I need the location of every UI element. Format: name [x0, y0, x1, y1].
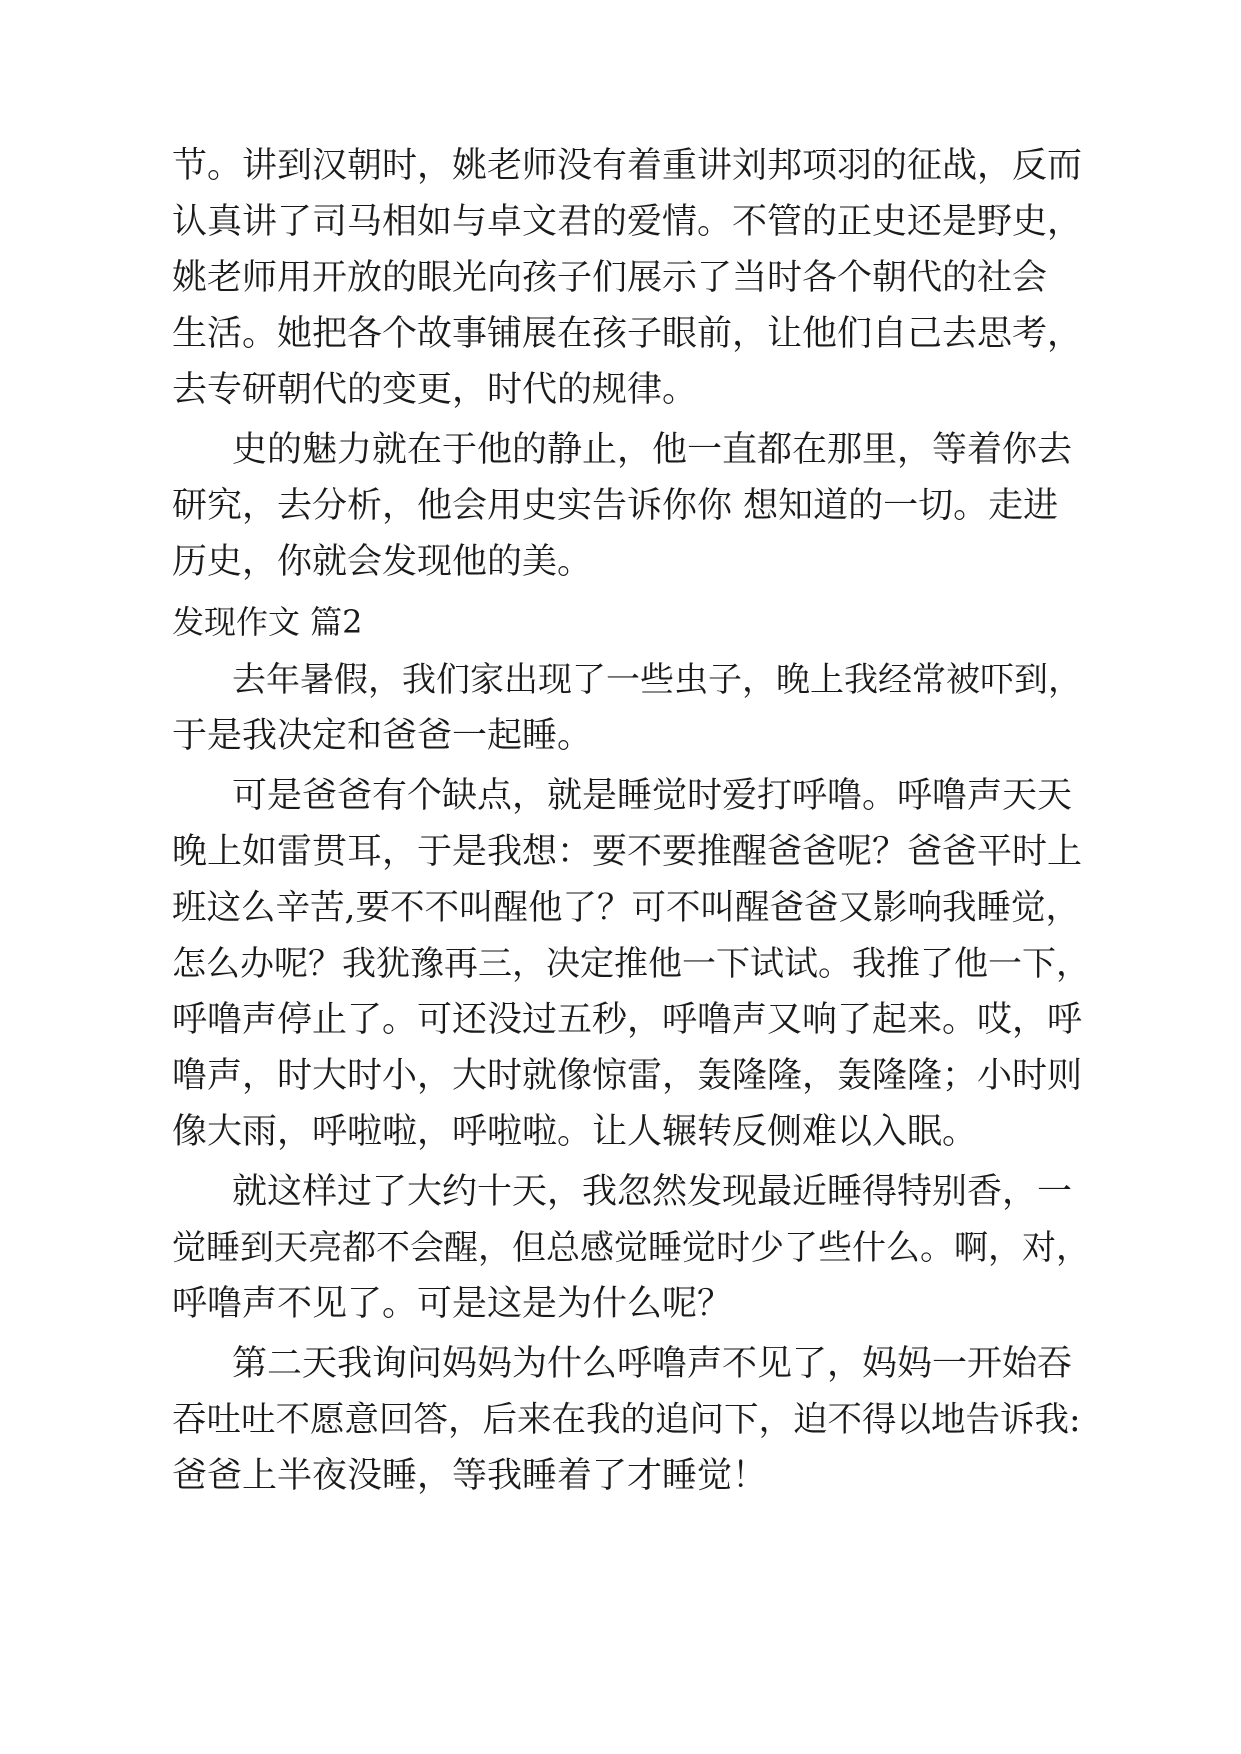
line-text: 呼噜声停止了。可还没过五秒，呼噜声又响了起来。哎，呼	[172, 1000, 1083, 1040]
text-line	[0, 1052, 1241, 1100]
text-line	[0, 1280, 1241, 1328]
line-text: 像大雨，呼啦啦，呼啦啦。让人辗转反侧难以入眠。	[172, 1112, 978, 1152]
text-line	[0, 1168, 1241, 1216]
text-line	[0, 254, 1241, 302]
line-text: 爸爸上半夜没睡，等我睡着了才睡觉！	[172, 1456, 768, 1496]
line-text: 去专研朝代的变更，时代的规律。	[172, 370, 698, 410]
text-line	[0, 1396, 1241, 1444]
text-line	[0, 884, 1241, 932]
line-text: 觉睡到天亮都不会醒，但总感觉睡觉时少了些什么。啊，对，	[172, 1228, 1090, 1268]
line-text: 怎么办呢？我犹豫再三，决定推他一下试试。我推了他一下，	[172, 944, 1090, 984]
line-text: 噜声，时大时小，大时就像惊雷，轰隆隆，轰隆隆；小时则	[172, 1056, 1083, 1096]
text-line	[0, 142, 1241, 190]
line-text: 生活。她把各个故事铺展在孩子眼前，让他们自己去思考，	[172, 314, 1083, 354]
text-line	[0, 772, 1241, 820]
text-line	[0, 1452, 1241, 1500]
line-text: 史的魅力就在于他的静止，他一直都在那里，等着你去	[232, 430, 1073, 470]
text-line	[0, 828, 1241, 876]
line-text: 班这么辛苦,要不不叫醒他了？可不叫醒爸爸又影响我睡觉，	[172, 888, 1080, 928]
text-line	[0, 198, 1241, 246]
text-line	[0, 940, 1241, 988]
line-text: 呼噜声不见了。可是这是为什么呢？	[172, 1284, 733, 1324]
line-text: 于是我决定和爸爸一起睡。	[172, 716, 593, 756]
line-text: 历史，你就会发现他的美。	[172, 542, 593, 582]
text-line	[0, 1224, 1241, 1272]
line-text: 认真讲了司马相如与卓文君的爱情。不管的正史还是野史，	[172, 202, 1083, 242]
text-line	[0, 482, 1241, 530]
line-text: 可是爸爸有个缺点，就是睡觉时爱打呼噜。呼噜声天天	[232, 776, 1073, 816]
text-line	[0, 712, 1241, 760]
text-line	[0, 366, 1241, 414]
heading-text: 发现作文 篇2	[172, 603, 363, 641]
line-text: 晚上如雷贯耳，于是我想：要不要推醒爸爸呢？爸爸平时上	[172, 832, 1083, 872]
text-line	[0, 1340, 1241, 1388]
text-line	[0, 996, 1241, 1044]
text-line	[0, 426, 1241, 474]
line-text: 研究，去分析，他会用史实告诉你你 想知道的一切。走进	[172, 486, 1059, 526]
text-line	[0, 538, 1241, 586]
line-text: 就这样过了大约十天，我忽然发现最近睡得特别香，一	[232, 1172, 1073, 1212]
section-heading	[0, 598, 1241, 646]
text-line	[0, 656, 1241, 704]
line-text: 节。讲到汉朝时，姚老师没有着重讲刘邦项羽的征战，反而	[172, 146, 1083, 186]
line-text: 吞吐吐不愿意回答，后来在我的追问下，迫不得以地告诉我:	[172, 1400, 1081, 1440]
text-line	[0, 310, 1241, 358]
line-text: 姚老师用开放的眼光向孩子们展示了当时各个朝代的社会	[172, 258, 1048, 298]
text-line	[0, 1108, 1241, 1156]
line-text: 去年暑假，我们家出现了一些虫子，晚上我经常被吓到，	[232, 660, 1082, 700]
line-text: 第二天我询问妈妈为什么呼噜声不见了，妈妈一开始吞	[232, 1344, 1073, 1384]
